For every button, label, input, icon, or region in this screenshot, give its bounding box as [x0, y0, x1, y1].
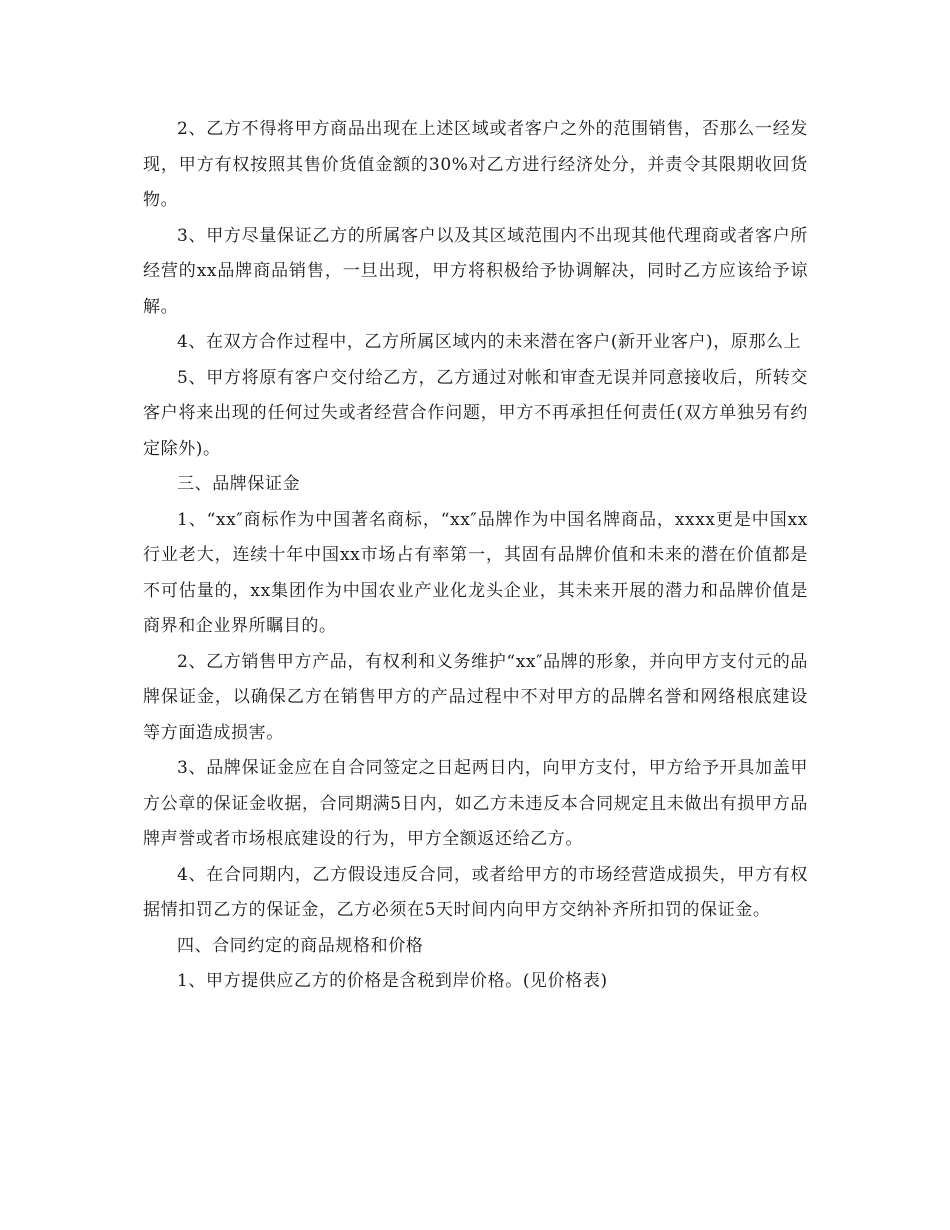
section-heading: 四、合同约定的商品规格和价格: [177, 935, 424, 956]
clause-paragraph: 2、乙方销售甲方产品，有权利和义务维护“xx″品牌的形象，并向甲方支付元的品牌保证金，以确保乙方在销售甲方的产品过程中不对甲方的品牌名誉和网络根底建设等方面造成损害。: [143, 651, 808, 743]
section-heading: 三、品牌保证金: [177, 474, 301, 494]
clause-paragraph: 4、在双方合作过程中，乙方所属区域内的未来潜在客户(新开业客户)，原那么上: [177, 332, 802, 352]
clause-paragraph: 2、乙方不得将甲方商品出现在上述区域或者客户之外的范围销售，否那么一经发现，甲方有权按照其售价货值金额的30%对乙方进行经济处分，并责令其限期收回货物。: [143, 119, 808, 210]
clause-paragraph: 1、“xx″商标作为中国著名商标，“xx″品牌作为中国名牌商品，xxxx更是中国xx行业老大，连续十年中国xx市场占有率第一，其固有品牌价值和未来的潜在价值都是不可估量的，xx集团作为中国农业产业化龙头企业，其未来开展的潜力和品牌价值是商界和企业界所瞩目的。: [143, 509, 808, 636]
clause-paragraph: 3、甲方尽量保证乙方的所属客户以及其区域范围内不出现其他代理商或者客户所经营的xx品牌商品销售，一旦出现，甲方将积极给予协调解决，同时乙方应该给予谅解。: [143, 225, 808, 317]
document-body: [143, 112, 808, 1000]
clause-paragraph: 3、品牌保证金应在自合同签定之日起两日内，向甲方支付，甲方给予开具加盖甲方公章的保证金收据，合同期满5日内，如乙方未违反本合同规定且未做出有损甲方品牌声誉或者市场根底建设的行为，甲方全额返还给乙方。: [143, 758, 808, 849]
clause-paragraph: 1、甲方提供应乙方的价格是含税到岸价格。(见价格表): [177, 971, 608, 991]
clause-paragraph: 5、甲方将原有客户交付给乙方，乙方通过对帐和审查无误并同意接收后，所转交客户将来出现的任何过失或者经营合作问题，甲方不再承担任何责任(双方单独另有约定除外)。: [143, 367, 808, 459]
clause-paragraph: 4、在合同期内，乙方假设违反合同，或者给甲方的市场经营造成损失，甲方有权据情扣罚乙方的保证金，乙方必须在5天时间内向甲方交纳补齐所扣罚的保证金。: [143, 864, 808, 920]
